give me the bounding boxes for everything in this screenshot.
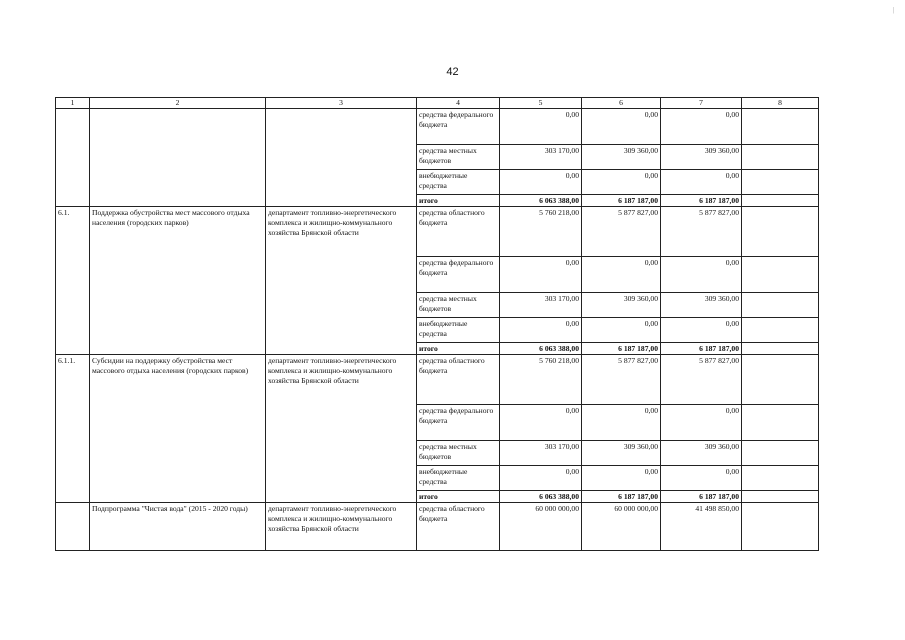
- value-col8: [742, 491, 819, 503]
- value-2016: 6 187 187,00: [582, 195, 661, 207]
- value-2016: 5 877 827,00: [582, 207, 661, 257]
- value-2017: 5 877 827,00: [661, 207, 742, 257]
- value-2016: 0,00: [582, 170, 661, 195]
- value-col8: [742, 405, 819, 441]
- table-row: [56, 109, 819, 145]
- value-2015: 60 000 000,00: [500, 503, 582, 551]
- funding-source: средства местных бюджетов: [417, 293, 500, 318]
- value-2017: 6 187 187,00: [661, 195, 742, 207]
- value-2015: 0,00: [500, 257, 582, 293]
- col-header: 6: [582, 98, 661, 109]
- table-row: [56, 503, 819, 551]
- value-2016: 309 360,00: [582, 145, 661, 170]
- col-header: 1: [56, 98, 90, 109]
- funding-source: средства федерального бюджета: [417, 257, 500, 293]
- value-2017: 41 498 850,00: [661, 503, 742, 551]
- col-header: 8: [742, 98, 819, 109]
- funding-source: внебюджетные средства: [417, 318, 500, 343]
- value-col8: [742, 355, 819, 405]
- value-col8: [742, 466, 819, 491]
- value-2017: 5 877 827,00: [661, 355, 742, 405]
- budget-table: [55, 97, 819, 551]
- value-2016: 0,00: [582, 257, 661, 293]
- col-header: 7: [661, 98, 742, 109]
- header-row: [56, 98, 819, 109]
- funding-source: средства местных бюджетов: [417, 145, 500, 170]
- value-col8: [742, 441, 819, 466]
- value-col8: [742, 293, 819, 318]
- value-2017: 0,00: [661, 257, 742, 293]
- item-number: 6.1.: [56, 207, 90, 355]
- value-2017: 0,00: [661, 170, 742, 195]
- value-2016: 309 360,00: [582, 441, 661, 466]
- value-2016: 6 187 187,00: [582, 491, 661, 503]
- value-2016: 6 187 187,00: [582, 343, 661, 355]
- item-name: Субсидии на поддержку обустройства мест массового отдыха населения (городских парков): [90, 355, 266, 503]
- value-2015: 0,00: [500, 405, 582, 441]
- funding-source: средства областного бюджета: [417, 503, 500, 551]
- value-2015: 6 063 388,00: [500, 195, 582, 207]
- value-col8: [742, 109, 819, 145]
- item-executor: департамент топливно-энергетического комплекса и жилищно-коммунального хозяйства Брянской области: [266, 207, 417, 355]
- table-row: [56, 207, 819, 257]
- value-2017: 309 360,00: [661, 145, 742, 170]
- funding-source: средства областного бюджета: [417, 207, 500, 257]
- value-2015: 0,00: [500, 109, 582, 145]
- value-2015: 6 063 388,00: [500, 343, 582, 355]
- margin-mark: |: [893, 6, 895, 14]
- funding-source: средства областного бюджета: [417, 355, 500, 405]
- col-header: 4: [417, 98, 500, 109]
- funding-source: итого: [417, 491, 500, 503]
- funding-source: итого: [417, 195, 500, 207]
- value-2017: 0,00: [661, 466, 742, 491]
- value-col8: [742, 207, 819, 257]
- value-col8: [742, 195, 819, 207]
- value-2016: 0,00: [582, 109, 661, 145]
- value-col8: [742, 145, 819, 170]
- value-2015: 303 170,00: [500, 441, 582, 466]
- value-2015: 0,00: [500, 170, 582, 195]
- value-col8: [742, 170, 819, 195]
- value-2015: 5 760 218,00: [500, 355, 582, 405]
- value-2016: 0,00: [582, 405, 661, 441]
- value-2015: 5 760 218,00: [500, 207, 582, 257]
- page-number: 42: [446, 66, 459, 78]
- value-2017: 6 187 187,00: [661, 343, 742, 355]
- value-2016: 5 877 827,00: [582, 355, 661, 405]
- item-number: [56, 503, 90, 551]
- value-2016: 0,00: [582, 318, 661, 343]
- funding-source: внебюджетные средства: [417, 466, 500, 491]
- item-name: [90, 109, 266, 207]
- value-col8: [742, 503, 819, 551]
- value-col8: [742, 318, 819, 343]
- value-col8: [742, 257, 819, 293]
- item-name: Поддержка обустройства мест массового отдыха населения (городских парков): [90, 207, 266, 355]
- value-2017: 6 187 187,00: [661, 491, 742, 503]
- value-2015: 303 170,00: [500, 293, 582, 318]
- funding-source: внебюджетные средства: [417, 170, 500, 195]
- col-header: 5: [500, 98, 582, 109]
- value-2015: 6 063 388,00: [500, 491, 582, 503]
- value-2017: 0,00: [661, 405, 742, 441]
- value-2016: 0,00: [582, 466, 661, 491]
- value-2015: 303 170,00: [500, 145, 582, 170]
- value-2015: 0,00: [500, 318, 582, 343]
- item-executor: департамент топливно-энергетического комплекса и жилищно-коммунального хозяйства Брянской области: [266, 355, 417, 503]
- value-col8: [742, 343, 819, 355]
- value-2016: 309 360,00: [582, 293, 661, 318]
- item-executor: департамент топливно-энергетического комплекса и жилищно-коммунального хозяйства Брянской области: [266, 503, 417, 551]
- item-name: Подпрограмма "Чистая вода" (2015 - 2020 годы): [90, 503, 266, 551]
- funding-source: средства местных бюджетов: [417, 441, 500, 466]
- value-2017: 309 360,00: [661, 293, 742, 318]
- value-2017: 0,00: [661, 318, 742, 343]
- funding-source: средства федерального бюджета: [417, 109, 500, 145]
- funding-source: средства федерального бюджета: [417, 405, 500, 441]
- value-2017: 0,00: [661, 109, 742, 145]
- item-executor: [266, 109, 417, 207]
- item-number: [56, 109, 90, 207]
- col-header: 2: [90, 98, 266, 109]
- value-2016: 60 000 000,00: [582, 503, 661, 551]
- funding-source: итого: [417, 343, 500, 355]
- col-header: 3: [266, 98, 417, 109]
- table-row: [56, 355, 819, 405]
- value-2015: 0,00: [500, 466, 582, 491]
- value-2017: 309 360,00: [661, 441, 742, 466]
- item-number: 6.1.1.: [56, 355, 90, 503]
